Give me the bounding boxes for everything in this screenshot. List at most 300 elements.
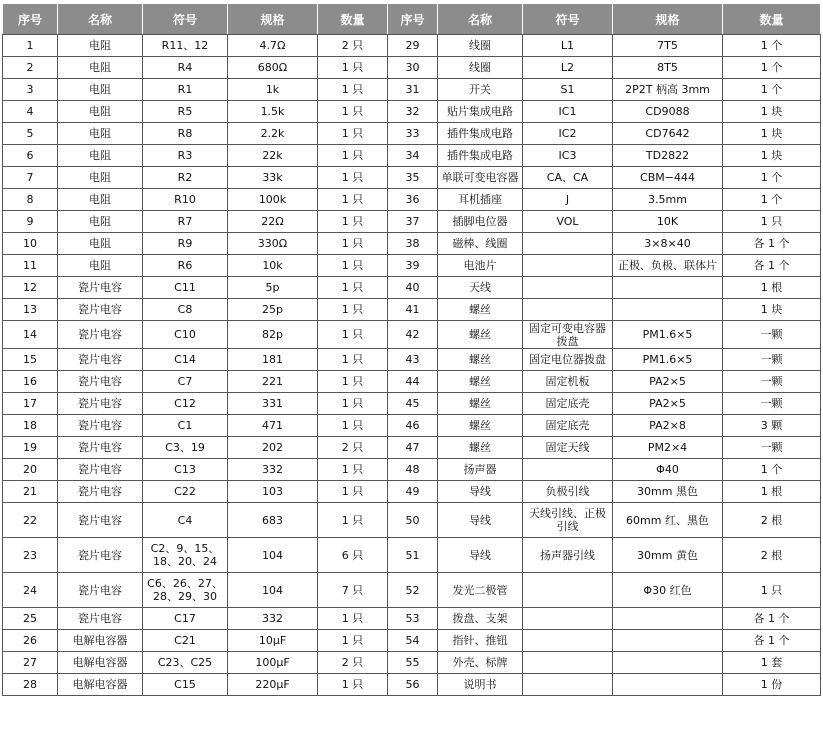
cell-quantity: 一颗: [723, 321, 821, 349]
header-spec-right: 规格: [613, 4, 723, 35]
cell-symbol: R8: [143, 123, 228, 145]
cell-quantity: 1 只: [318, 189, 388, 211]
cell-spec: 22Ω: [228, 211, 318, 233]
cell-quantity: 2 根: [723, 538, 821, 573]
cell-index: 18: [3, 415, 58, 437]
cell-index: 17: [3, 393, 58, 415]
cell-symbol: C1: [143, 415, 228, 437]
cell-symbol: R3: [143, 145, 228, 167]
cell-spec: 181: [228, 349, 318, 371]
cell-symbol: L2: [523, 57, 613, 79]
cell-spec: 82p: [228, 321, 318, 349]
cell-name: 插件集成电路: [438, 123, 523, 145]
cell-name: 瓷片电容: [58, 299, 143, 321]
cell-index: 40: [388, 277, 438, 299]
cell-index: 56: [388, 674, 438, 696]
cell-quantity: 3 颗: [723, 415, 821, 437]
cell-quantity: 1 只: [318, 459, 388, 481]
cell-spec: 8T5: [613, 57, 723, 79]
cell-quantity: 2 只: [318, 652, 388, 674]
cell-index: 11: [3, 255, 58, 277]
cell-symbol: [523, 630, 613, 652]
cell-spec: [613, 630, 723, 652]
cell-spec: 471: [228, 415, 318, 437]
cell-name: 瓷片电容: [58, 538, 143, 573]
cell-index: 26: [3, 630, 58, 652]
cell-name: 螺丝: [438, 437, 523, 459]
cell-symbol: 负极引线: [523, 481, 613, 503]
cell-spec: PM2×4: [613, 437, 723, 459]
cell-quantity: 1 只: [318, 503, 388, 538]
cell-quantity: 1 只: [318, 393, 388, 415]
cell-quantity: 7 只: [318, 573, 388, 608]
cell-name: 插脚电位器: [438, 211, 523, 233]
cell-name: 电阻: [58, 123, 143, 145]
cell-index: 20: [3, 459, 58, 481]
cell-index: 49: [388, 481, 438, 503]
cell-index: 6: [3, 145, 58, 167]
table-row: [3, 277, 821, 299]
cell-quantity: 1 块: [723, 123, 821, 145]
cell-symbol: C17: [143, 608, 228, 630]
cell-spec: Φ40: [613, 459, 723, 481]
table-row: [3, 652, 821, 674]
cell-spec: 104: [228, 573, 318, 608]
cell-symbol: 天线引线、正极引线: [523, 503, 613, 538]
cell-index: 32: [388, 101, 438, 123]
cell-name: 说明书: [438, 674, 523, 696]
cell-index: 24: [3, 573, 58, 608]
cell-name: 电阻: [58, 233, 143, 255]
cell-name: 天线: [438, 277, 523, 299]
cell-quantity: 2 只: [318, 437, 388, 459]
cell-symbol: C13: [143, 459, 228, 481]
cell-spec: [613, 277, 723, 299]
cell-name: 瓷片电容: [58, 573, 143, 608]
cell-index: 8: [3, 189, 58, 211]
cell-index: 33: [388, 123, 438, 145]
cell-index: 5: [3, 123, 58, 145]
cell-index: 23: [3, 538, 58, 573]
cell-index: 25: [3, 608, 58, 630]
cell-index: 51: [388, 538, 438, 573]
cell-quantity: 1 份: [723, 674, 821, 696]
cell-quantity: 1 只: [318, 277, 388, 299]
cell-spec: Φ30 红色: [613, 573, 723, 608]
cell-name: 电阻: [58, 35, 143, 57]
cell-name: 瓷片电容: [58, 481, 143, 503]
cell-spec: PA2×8: [613, 415, 723, 437]
cell-spec: 5p: [228, 277, 318, 299]
cell-name: 导线: [438, 538, 523, 573]
header-name-right: 名称: [438, 4, 523, 35]
cell-name: 瓷片电容: [58, 277, 143, 299]
cell-index: 2: [3, 57, 58, 79]
cell-spec: 10μF: [228, 630, 318, 652]
cell-quantity: 1 只: [318, 299, 388, 321]
cell-quantity: 1 根: [723, 277, 821, 299]
header-spec-left: 规格: [228, 4, 318, 35]
cell-symbol: C23、C25: [143, 652, 228, 674]
cell-index: 13: [3, 299, 58, 321]
cell-quantity: 1 只: [318, 415, 388, 437]
header-row: [3, 4, 821, 35]
cell-spec: 100k: [228, 189, 318, 211]
cell-name: 瓷片电容: [58, 349, 143, 371]
cell-spec: PA2×5: [613, 371, 723, 393]
header-symbol-right: 符号: [523, 4, 613, 35]
cell-spec: 330Ω: [228, 233, 318, 255]
cell-index: 7: [3, 167, 58, 189]
cell-spec: 1.5k: [228, 101, 318, 123]
cell-spec: 100μF: [228, 652, 318, 674]
cell-symbol: 固定可变电容器拨盘: [523, 321, 613, 349]
cell-spec: 4.7Ω: [228, 35, 318, 57]
cell-name: 螺丝: [438, 321, 523, 349]
cell-symbol: [523, 652, 613, 674]
cell-symbol: C12: [143, 393, 228, 415]
cell-index: 43: [388, 349, 438, 371]
cell-index: 4: [3, 101, 58, 123]
cell-symbol: 扬声器引线: [523, 538, 613, 573]
cell-symbol: R2: [143, 167, 228, 189]
cell-quantity: 1 根: [723, 481, 821, 503]
cell-symbol: C4: [143, 503, 228, 538]
table-row: [3, 35, 821, 57]
cell-name: 电池片: [438, 255, 523, 277]
cell-symbol: [523, 674, 613, 696]
cell-quantity: 1 个: [723, 35, 821, 57]
cell-symbol: J: [523, 189, 613, 211]
cell-spec: 7T5: [613, 35, 723, 57]
cell-name: 电解电容器: [58, 630, 143, 652]
cell-quantity: 1 套: [723, 652, 821, 674]
cell-quantity: 一颗: [723, 349, 821, 371]
cell-index: 44: [388, 371, 438, 393]
cell-quantity: 各 1 个: [723, 608, 821, 630]
cell-quantity: 各 1 个: [723, 255, 821, 277]
table-row: [3, 349, 821, 371]
cell-spec: [613, 299, 723, 321]
cell-quantity: 1 只: [318, 630, 388, 652]
cell-symbol: S1: [523, 79, 613, 101]
cell-symbol: IC3: [523, 145, 613, 167]
cell-index: 19: [3, 437, 58, 459]
table-row: [3, 57, 821, 79]
cell-symbol: R6: [143, 255, 228, 277]
cell-name: 外壳、标牌: [438, 652, 523, 674]
cell-quantity: 1 块: [723, 101, 821, 123]
cell-quantity: 各 1 个: [723, 233, 821, 255]
cell-quantity: 1 个: [723, 79, 821, 101]
table-row: [3, 393, 821, 415]
cell-index: 30: [388, 57, 438, 79]
cell-name: 单联可变电容器: [438, 167, 523, 189]
cell-name: 螺丝: [438, 299, 523, 321]
cell-spec: PM1.6×5: [613, 349, 723, 371]
cell-spec: [613, 652, 723, 674]
table-body: [3, 35, 821, 696]
cell-name: 瓷片电容: [58, 608, 143, 630]
cell-symbol: 固定天线: [523, 437, 613, 459]
cell-name: 螺丝: [438, 393, 523, 415]
table-row: [3, 481, 821, 503]
cell-index: 31: [388, 79, 438, 101]
cell-symbol: C10: [143, 321, 228, 349]
table-row: [3, 674, 821, 696]
cell-quantity: 2 只: [318, 35, 388, 57]
cell-spec: [613, 674, 723, 696]
cell-quantity: 1 只: [318, 233, 388, 255]
cell-quantity: 1 只: [318, 57, 388, 79]
cell-name: 指针、推钮: [438, 630, 523, 652]
cell-symbol: 固定电位器拨盘: [523, 349, 613, 371]
table-row: [3, 211, 821, 233]
cell-index: 3: [3, 79, 58, 101]
cell-name: 电解电容器: [58, 652, 143, 674]
parts-list: [2, 3, 821, 696]
table-row: [3, 101, 821, 123]
cell-index: 42: [388, 321, 438, 349]
cell-name: 导线: [438, 481, 523, 503]
cell-index: 50: [388, 503, 438, 538]
cell-index: 55: [388, 652, 438, 674]
table-row: [3, 255, 821, 277]
table-row: [3, 79, 821, 101]
cell-spec: 1k: [228, 79, 318, 101]
cell-symbol: 固定底壳: [523, 415, 613, 437]
cell-name: 瓷片电容: [58, 437, 143, 459]
table-row: [3, 459, 821, 481]
cell-symbol: C11: [143, 277, 228, 299]
cell-name: 线圈: [438, 35, 523, 57]
cell-spec: 10K: [613, 211, 723, 233]
cell-symbol: [523, 573, 613, 608]
cell-symbol: 固定机板: [523, 371, 613, 393]
cell-symbol: [523, 233, 613, 255]
cell-quantity: 1 只: [318, 608, 388, 630]
cell-spec: 202: [228, 437, 318, 459]
cell-quantity: 1 只: [318, 349, 388, 371]
table-row: [3, 167, 821, 189]
cell-symbol: R9: [143, 233, 228, 255]
cell-name: 线圈: [438, 57, 523, 79]
cell-symbol: C22: [143, 481, 228, 503]
header-name-left: 名称: [58, 4, 143, 35]
cell-quantity: 一颗: [723, 393, 821, 415]
cell-name: 瓷片电容: [58, 503, 143, 538]
cell-symbol: C14: [143, 349, 228, 371]
cell-index: 41: [388, 299, 438, 321]
cell-quantity: 1 只: [723, 573, 821, 608]
cell-name: 螺丝: [438, 415, 523, 437]
cell-quantity: 各 1 个: [723, 630, 821, 652]
cell-name: 电阻: [58, 167, 143, 189]
cell-name: 电阻: [58, 101, 143, 123]
cell-symbol: C21: [143, 630, 228, 652]
table-row: [3, 189, 821, 211]
cell-spec: [613, 608, 723, 630]
cell-symbol: R7: [143, 211, 228, 233]
cell-quantity: 1 只: [318, 674, 388, 696]
cell-quantity: 1 只: [318, 255, 388, 277]
table-row: [3, 145, 821, 167]
cell-symbol: VOL: [523, 211, 613, 233]
cell-name: 电阻: [58, 57, 143, 79]
header-quantity-right: 数量: [723, 4, 821, 35]
cell-spec: CD9088: [613, 101, 723, 123]
header-index-right: 序号: [388, 4, 438, 35]
table-row: [3, 503, 821, 538]
cell-index: 10: [3, 233, 58, 255]
cell-spec: 104: [228, 538, 318, 573]
cell-name: 贴片集成电路: [438, 101, 523, 123]
cell-spec: 2P2T 柄高 3mm: [613, 79, 723, 101]
table-row: [3, 608, 821, 630]
cell-index: 37: [388, 211, 438, 233]
cell-quantity: 1 只: [318, 101, 388, 123]
cell-name: 瓷片电容: [58, 415, 143, 437]
cell-index: 27: [3, 652, 58, 674]
cell-name: 瓷片电容: [58, 459, 143, 481]
cell-quantity: 一颗: [723, 437, 821, 459]
cell-spec: PA2×5: [613, 393, 723, 415]
cell-symbol: R10: [143, 189, 228, 211]
cell-index: 9: [3, 211, 58, 233]
cell-spec: 22k: [228, 145, 318, 167]
cell-index: 15: [3, 349, 58, 371]
cell-index: 29: [388, 35, 438, 57]
cell-quantity: 6 只: [318, 538, 388, 573]
header-quantity-left: 数量: [318, 4, 388, 35]
cell-name: 螺丝: [438, 371, 523, 393]
cell-name: 电阻: [58, 145, 143, 167]
table-row: [3, 415, 821, 437]
cell-spec: 680Ω: [228, 57, 318, 79]
cell-name: 电阻: [58, 211, 143, 233]
cell-spec: PM1.6×5: [613, 321, 723, 349]
cell-name: 发光二极管: [438, 573, 523, 608]
table-row: [3, 437, 821, 459]
cell-index: 36: [388, 189, 438, 211]
table-row: [3, 233, 821, 255]
cell-index: 45: [388, 393, 438, 415]
cell-symbol: C15: [143, 674, 228, 696]
cell-symbol: IC1: [523, 101, 613, 123]
cell-symbol: [523, 299, 613, 321]
cell-index: 14: [3, 321, 58, 349]
table-row: [3, 538, 821, 573]
cell-spec: 33k: [228, 167, 318, 189]
cell-index: 35: [388, 167, 438, 189]
cell-quantity: 1 只: [318, 167, 388, 189]
cell-index: 1: [3, 35, 58, 57]
cell-index: 38: [388, 233, 438, 255]
cell-quantity: 1 只: [318, 321, 388, 349]
cell-spec: 2.2k: [228, 123, 318, 145]
cell-name: 导线: [438, 503, 523, 538]
cell-name: 电阻: [58, 79, 143, 101]
parts-table: [2, 3, 821, 696]
cell-name: 瓷片电容: [58, 321, 143, 349]
cell-index: 12: [3, 277, 58, 299]
cell-symbol: C3、19: [143, 437, 228, 459]
cell-quantity: 1 只: [318, 79, 388, 101]
header-index-left: 序号: [3, 4, 58, 35]
cell-name: 耳机插座: [438, 189, 523, 211]
cell-quantity: 1 只: [318, 211, 388, 233]
cell-quantity: 2 根: [723, 503, 821, 538]
cell-quantity: 1 个: [723, 459, 821, 481]
cell-symbol: 固定底壳: [523, 393, 613, 415]
cell-spec: 30mm 黑色: [613, 481, 723, 503]
cell-symbol: R5: [143, 101, 228, 123]
cell-quantity: 1 只: [318, 371, 388, 393]
cell-symbol: [523, 608, 613, 630]
cell-spec: 60mm 红、黑色: [613, 503, 723, 538]
header-symbol-left: 符号: [143, 4, 228, 35]
cell-symbol: R4: [143, 57, 228, 79]
cell-quantity: 一颗: [723, 371, 821, 393]
cell-spec: CBM−444: [613, 167, 723, 189]
cell-quantity: 1 只: [723, 211, 821, 233]
cell-symbol: C6、26、27、28、29、30: [143, 573, 228, 608]
cell-index: 52: [388, 573, 438, 608]
table-row: [3, 573, 821, 608]
cell-index: 21: [3, 481, 58, 503]
cell-quantity: 1 个: [723, 189, 821, 211]
cell-symbol: CA、CA: [523, 167, 613, 189]
cell-quantity: 1 只: [318, 481, 388, 503]
cell-name: 电阻: [58, 189, 143, 211]
cell-index: 46: [388, 415, 438, 437]
cell-spec: 3.5mm: [613, 189, 723, 211]
cell-symbol: R11、12: [143, 35, 228, 57]
cell-symbol: [523, 255, 613, 277]
cell-index: 54: [388, 630, 438, 652]
cell-index: 28: [3, 674, 58, 696]
cell-name: 瓷片电容: [58, 393, 143, 415]
cell-symbol: L1: [523, 35, 613, 57]
cell-spec: 3×8×40: [613, 233, 723, 255]
cell-quantity: 1 个: [723, 57, 821, 79]
cell-index: 34: [388, 145, 438, 167]
cell-quantity: 1 个: [723, 167, 821, 189]
table-row: [3, 630, 821, 652]
table-row: [3, 123, 821, 145]
cell-spec: 30mm 黄色: [613, 538, 723, 573]
table-row: [3, 299, 821, 321]
cell-symbol: R1: [143, 79, 228, 101]
cell-spec: CD7642: [613, 123, 723, 145]
cell-name: 瓷片电容: [58, 371, 143, 393]
cell-quantity: 1 块: [723, 299, 821, 321]
table-row: [3, 321, 821, 349]
cell-index: 16: [3, 371, 58, 393]
cell-symbol: C8: [143, 299, 228, 321]
cell-name: 插件集成电路: [438, 145, 523, 167]
cell-spec: 332: [228, 459, 318, 481]
cell-index: 22: [3, 503, 58, 538]
cell-quantity: 1 只: [318, 123, 388, 145]
cell-spec: 25p: [228, 299, 318, 321]
cell-symbol: [523, 277, 613, 299]
cell-quantity: 1 只: [318, 145, 388, 167]
cell-name: 螺丝: [438, 349, 523, 371]
cell-spec: 103: [228, 481, 318, 503]
cell-spec: 10k: [228, 255, 318, 277]
cell-name: 开关: [438, 79, 523, 101]
